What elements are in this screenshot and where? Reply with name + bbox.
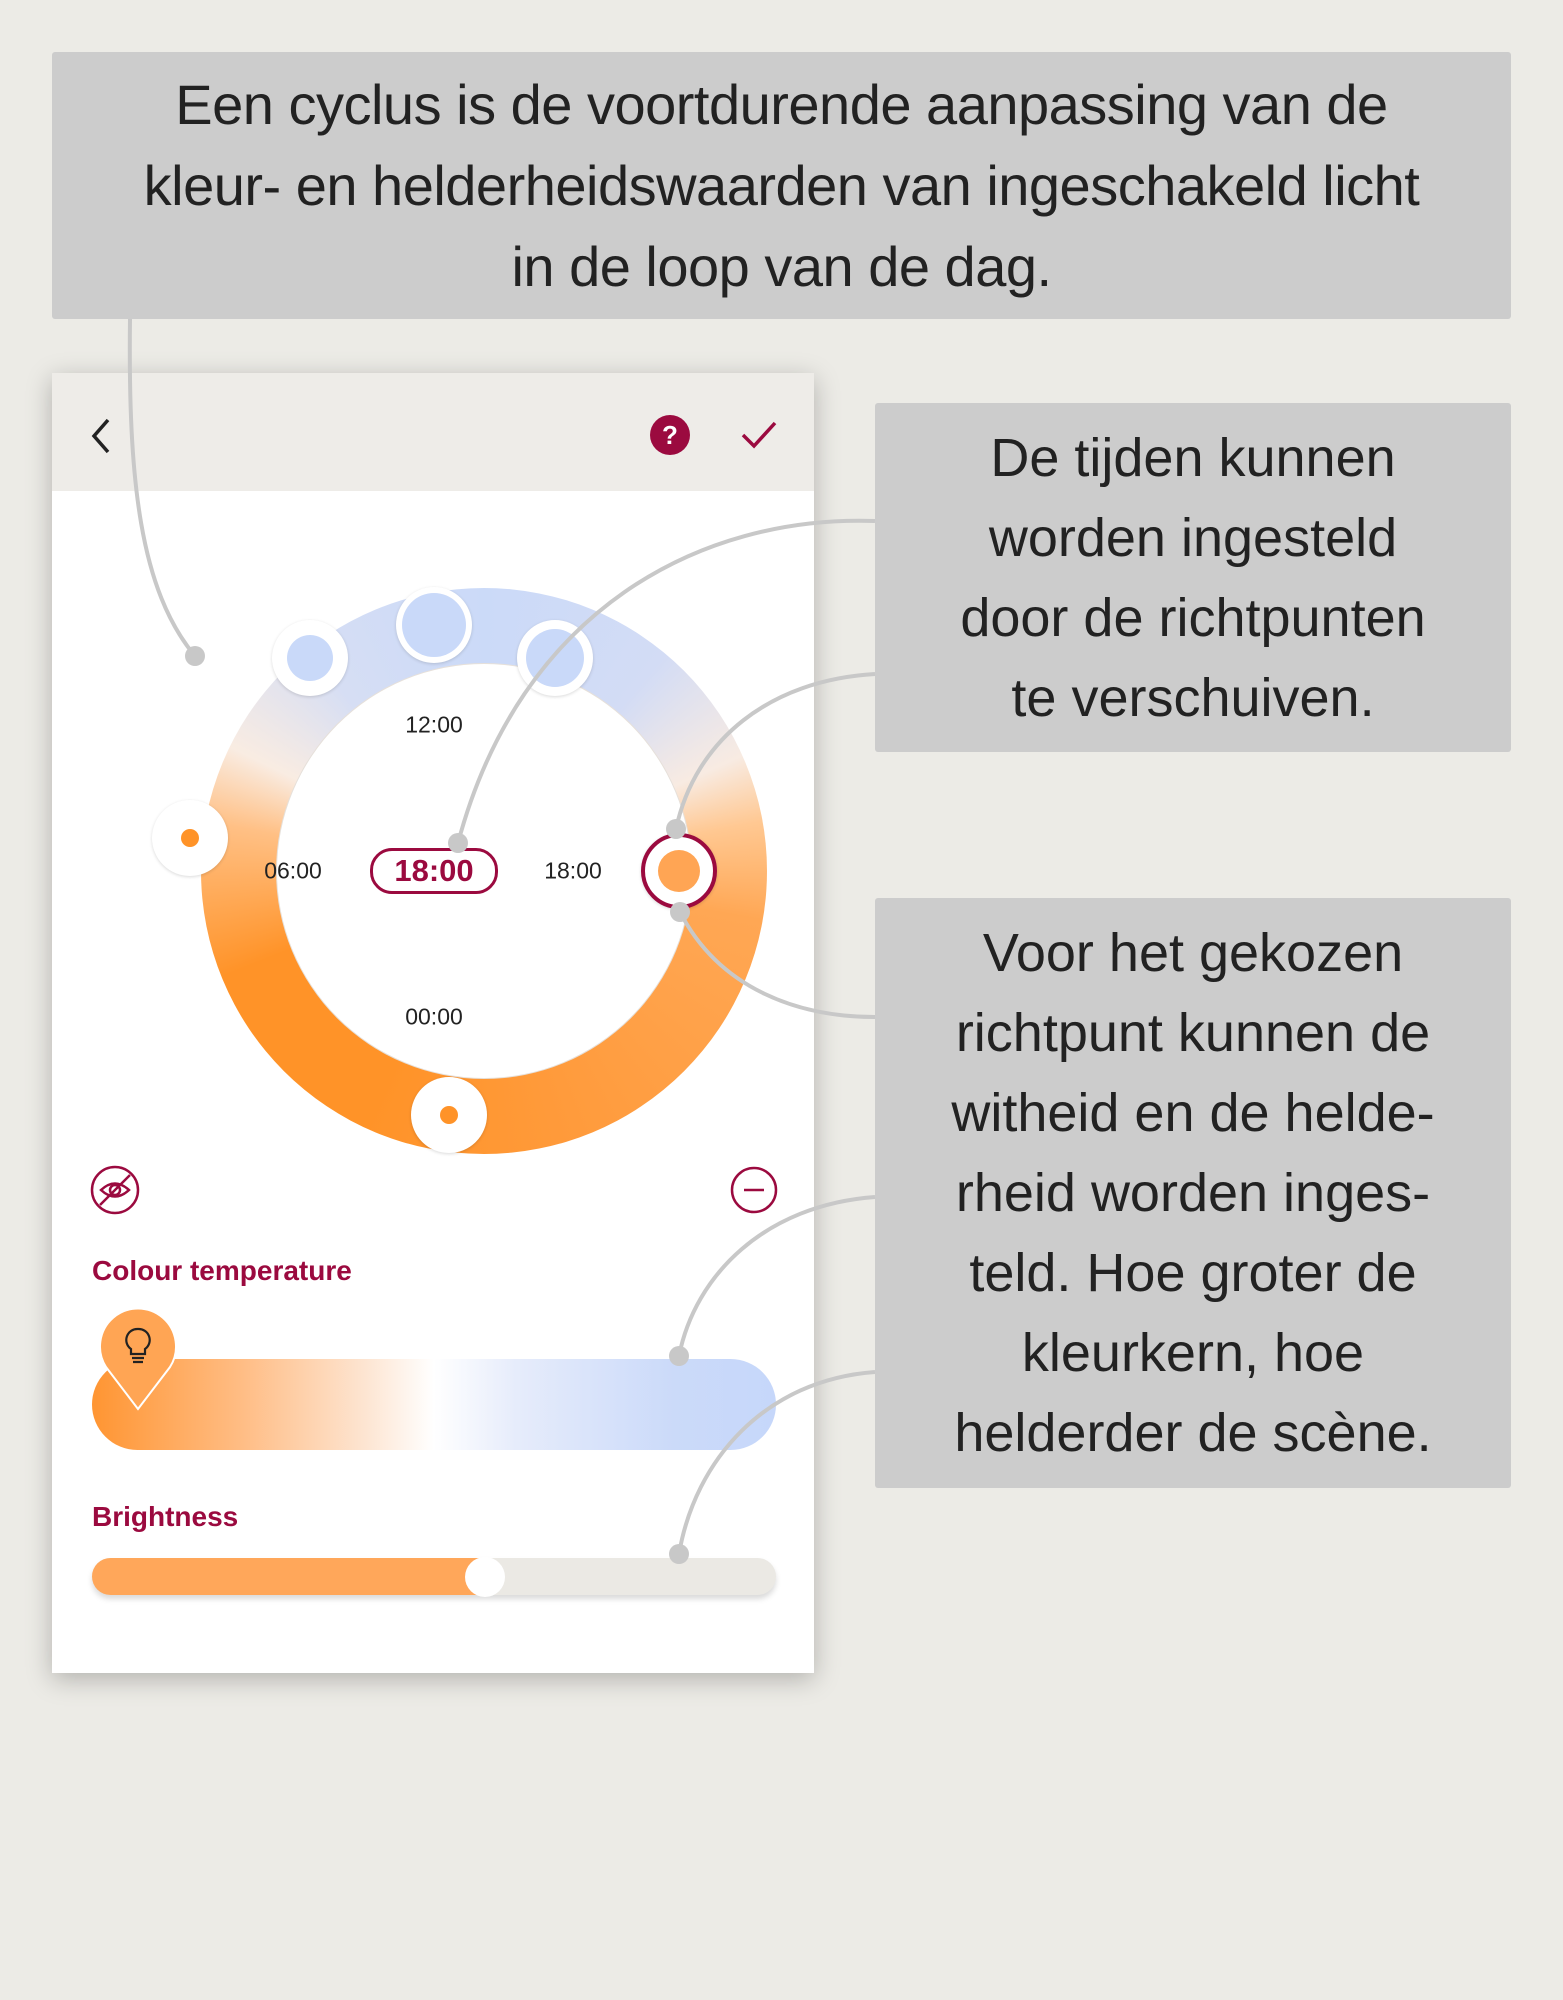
cycle-point-handle-selected[interactable] — [641, 833, 717, 909]
dial-label-18: 18:00 — [544, 857, 602, 884]
callout-line: richtpunt kunnen de — [955, 1003, 1431, 1063]
brightness-fill — [92, 1558, 485, 1595]
callout-line: Voor het gekozen — [982, 923, 1404, 983]
callout-line: kleur- en helderheidswaarden van ingeschakeld licht — [143, 154, 1420, 217]
callout-line: kleurkern, hoe — [1021, 1323, 1365, 1383]
callout-line: te verschuiven. — [1011, 667, 1375, 728]
brightness-label: Brightness — [92, 1501, 239, 1532]
callout-line: worden ingesteld — [988, 507, 1398, 568]
cycle-point-handle[interactable] — [152, 800, 228, 876]
callout-line: witheid en de helde- — [951, 1083, 1435, 1143]
checkmark-icon[interactable] — [740, 418, 778, 452]
callout-times — [875, 403, 1511, 752]
question-circle-icon[interactable] — [650, 415, 690, 455]
callout-point-settings — [875, 898, 1511, 1488]
dial-label-12: 12:00 — [405, 711, 463, 738]
cycle-point-handle[interactable] — [411, 1077, 487, 1153]
brightness-slider[interactable] — [92, 1558, 776, 1595]
colour-temperature-thumb[interactable] — [100, 1307, 180, 1417]
chevron-left-icon[interactable] — [88, 416, 116, 456]
svg-text:?: ? — [662, 420, 678, 450]
callout-line: helderder de scène. — [954, 1403, 1432, 1463]
colour-temperature-label: Colour temperature — [92, 1255, 352, 1286]
callout-line: in de loop van de dag. — [511, 235, 1052, 298]
callout-line: Een cyclus is de voortdurende aanpassing van de — [175, 73, 1388, 136]
callout-line: De tijden kunnen — [990, 427, 1396, 488]
colour-temperature-slider[interactable] — [92, 1359, 776, 1450]
callout-cycle-description — [52, 52, 1511, 319]
app-header — [52, 373, 814, 491]
selected-time-badge: 18:00 — [370, 848, 498, 894]
cycle-point-handle[interactable] — [272, 620, 348, 696]
eye-off-icon[interactable] — [90, 1165, 140, 1215]
cycle-point-handle[interactable] — [517, 620, 593, 696]
callout-line: door de richtpunten — [960, 587, 1426, 648]
callout-line: rheid worden inges- — [955, 1163, 1431, 1223]
minus-circle-icon[interactable] — [730, 1166, 778, 1214]
cycle-point-handle[interactable] — [396, 587, 472, 663]
dial-label-00: 00:00 — [405, 1003, 463, 1030]
app-screen — [52, 373, 814, 1673]
dial-label-06: 06:00 — [264, 857, 322, 884]
callout-line: teld. Hoe groter de — [969, 1243, 1417, 1303]
